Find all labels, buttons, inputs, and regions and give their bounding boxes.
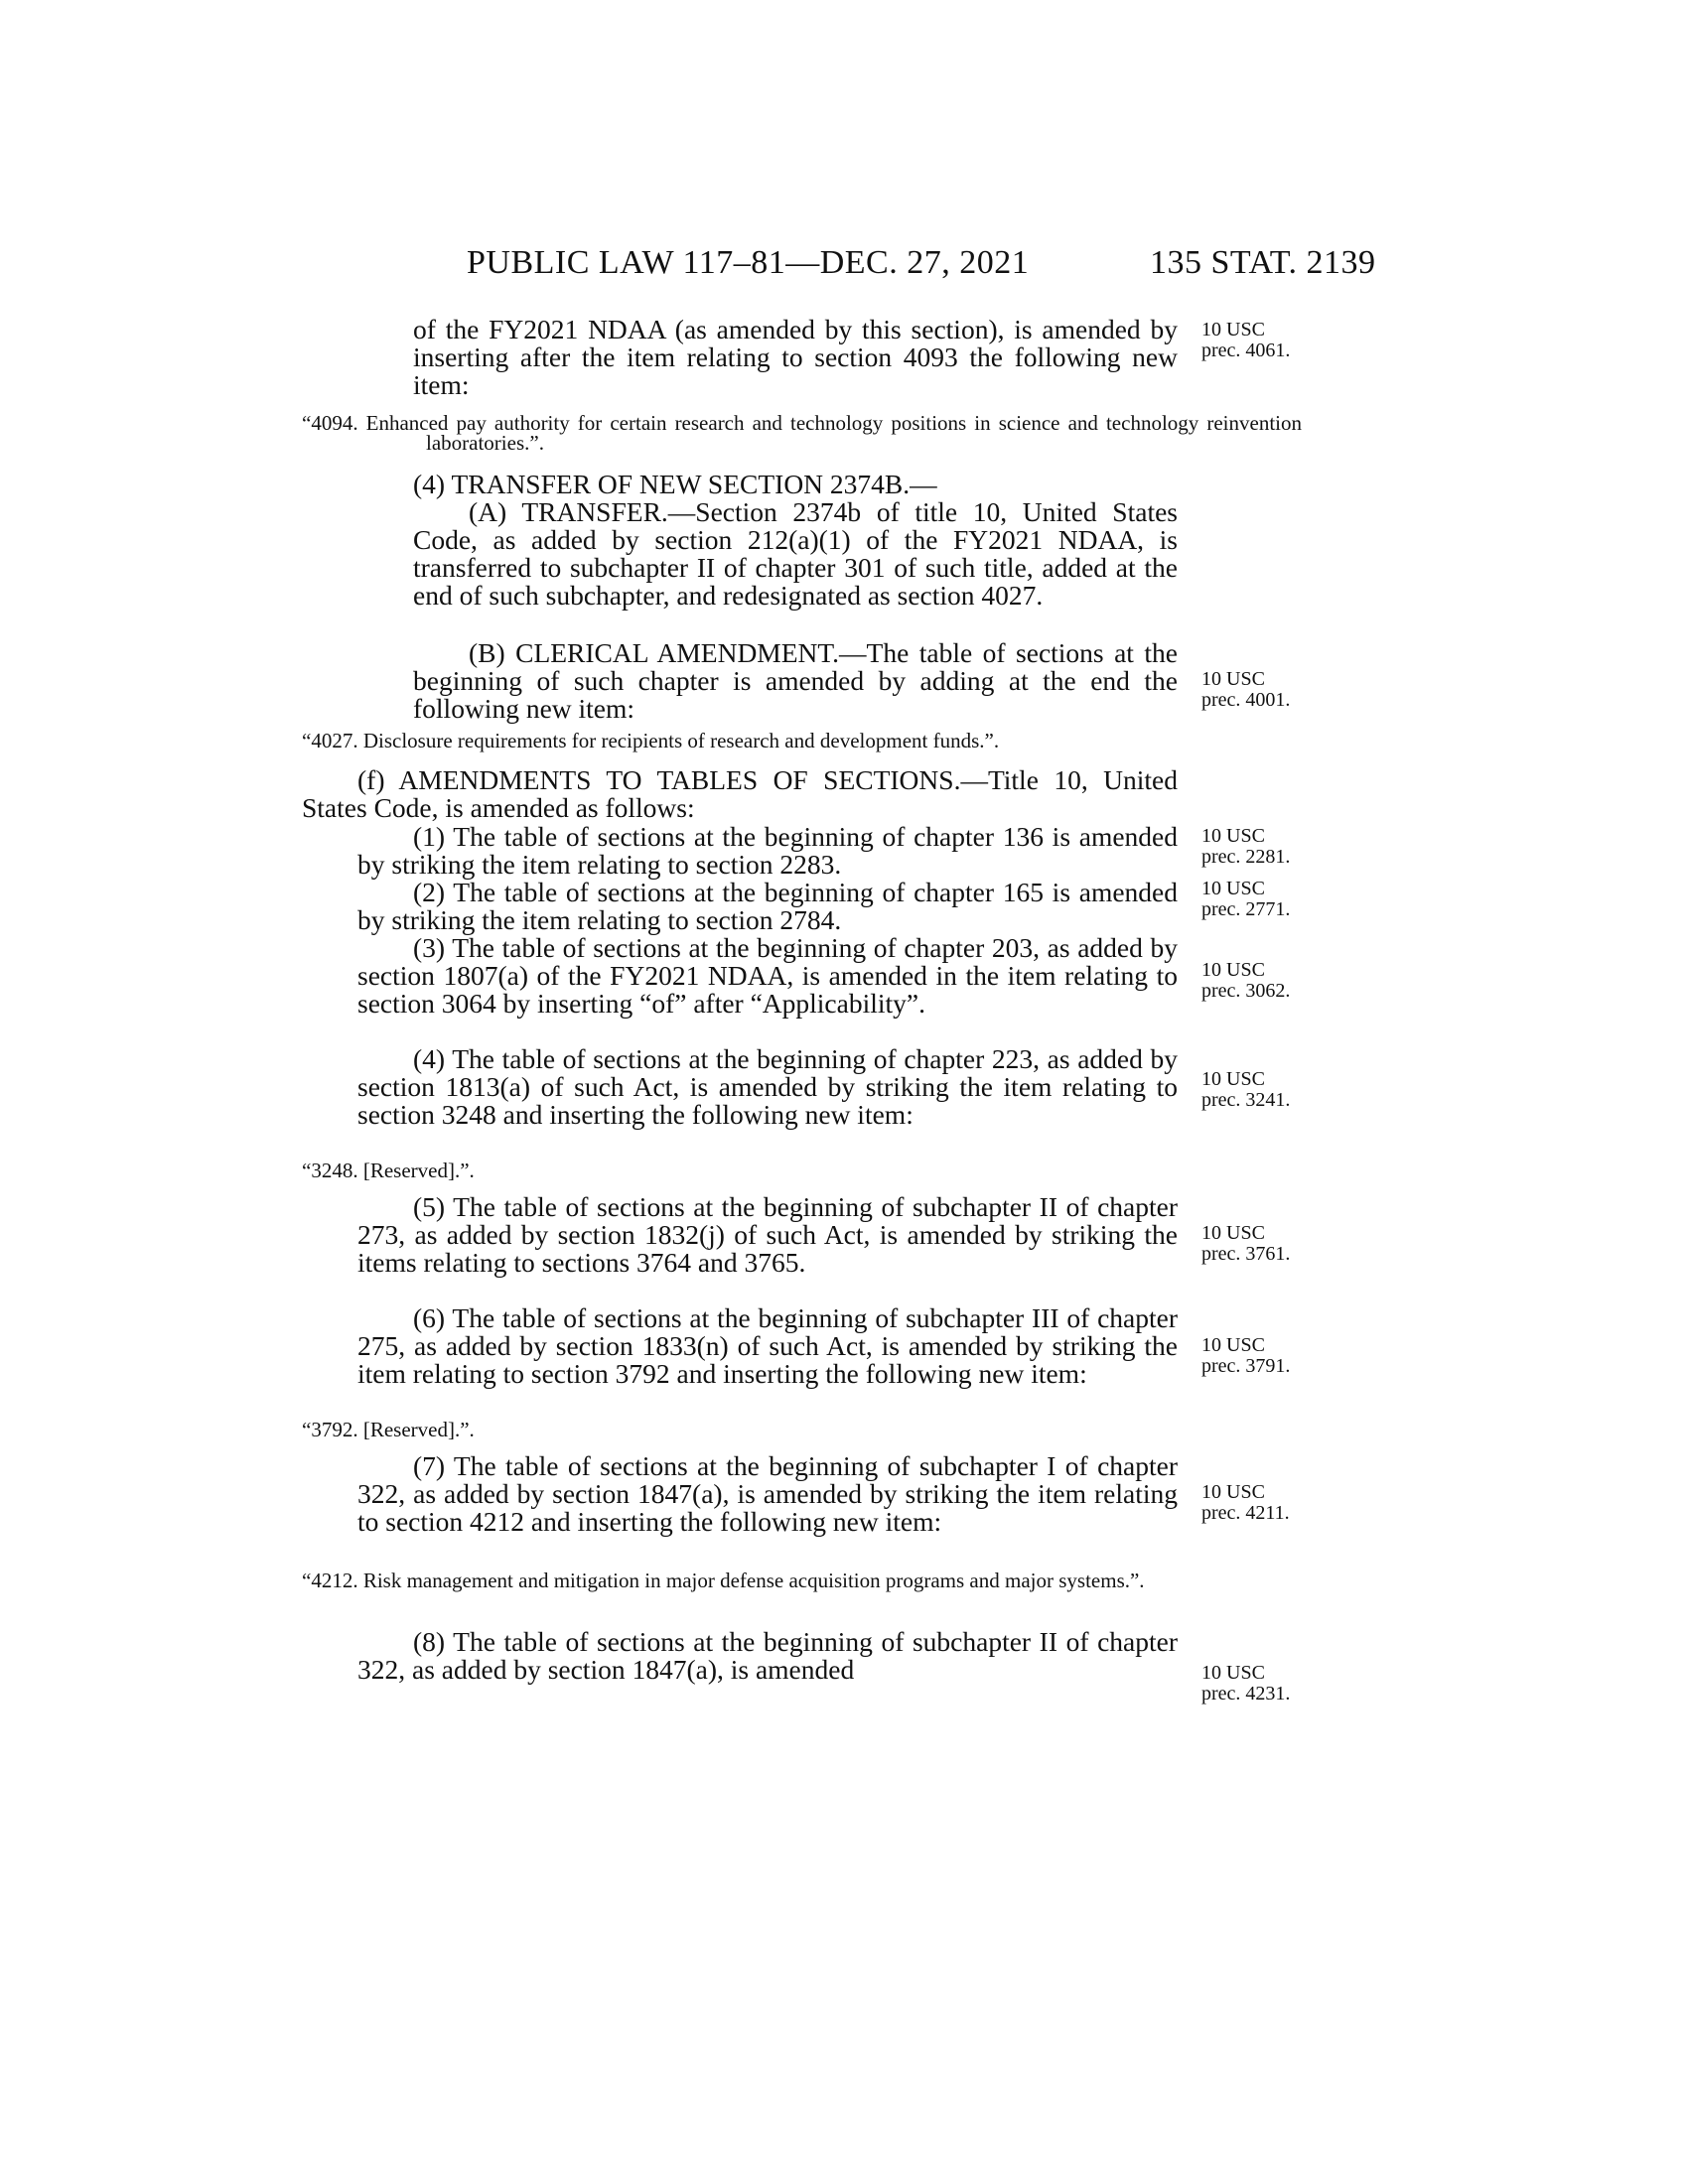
paragraph-2: (2) The table of sections at the beginning of chapter 165 is amended by striking the item relating to section 2784. bbox=[357, 877, 1178, 935]
table-item-3248: “3248. [Reserved].”. bbox=[302, 1159, 475, 1182]
table-item-3792: “3792. [Reserved].”. bbox=[302, 1418, 475, 1441]
running-header-title: PUBLIC LAW 117–81—DEC. 27, 2021 bbox=[467, 244, 1030, 281]
margin-note: 10 USC prec. 3062. bbox=[1201, 959, 1291, 1002]
paragraph-7: (7) The table of sections at the beginning of subchapter I of chapter 322, as added by section 1847(a), is amended by striking the item relating to section 4212 and inserting the following new item: bbox=[357, 1450, 1178, 1537]
page-number: 135 STAT. 2139 bbox=[1150, 244, 1376, 281]
margin-note: 10 USC prec. 4001. bbox=[1201, 668, 1291, 711]
table-item-4027: “4027. Disclosure requirements for recipients of research and development funds.”. bbox=[302, 729, 1000, 752]
table-item-4212: “4212. Risk management and mitigation in major defense acquisition programs and major systems.”. bbox=[302, 1569, 1145, 1592]
paragraph-8: (8) The table of sections at the beginning of subchapter II of chapter 322, as added by section 1847(a), is amended bbox=[357, 1626, 1178, 1685]
margin-note: 10 USC prec. 3791. bbox=[1201, 1334, 1291, 1377]
paragraph-5: (5) The table of sections at the beginning of subchapter II of chapter 273, as added by section 1832(j) of such Act, is amended by striking the items relating to sections 3764 and 3765. bbox=[357, 1191, 1178, 1278]
table-item-4094: “4094. Enhanced pay authority for certain research and technology positions in science and technology reinvention laboratories.”. bbox=[302, 411, 1302, 455]
margin-note: 10 USC prec. 4231. bbox=[1201, 1662, 1291, 1705]
paragraph-4: (4) The table of sections at the beginning of chapter 223, as added by section 1813(a) of such Act, is amended by striking the item relating to section 3248 and inserting the following new item: bbox=[357, 1043, 1178, 1130]
margin-note: 10 USC prec. 4211. bbox=[1201, 1481, 1290, 1524]
paragraph-3: (3) The table of sections at the beginning of chapter 203, as added by section 1807(a) of the FY2021 NDAA, is amended in the item relating to section 3064 by inserting “of” after “Applicability”. bbox=[357, 932, 1178, 1019]
paragraph-A-transfer: (A) TRANSFER.—Section 2374b of title 10, United States Code, as added by section 212(a)(1) of the FY2021 NDAA, is transferred to subchapter II of chapter 301 of such title, added at the end of such subchapter, and redesignated as section 4027. bbox=[413, 496, 1178, 611]
paragraph-6: (6) The table of sections at the beginning of subchapter III of chapter 275, as added by section 1833(n) of such Act, is amended by striking the item relating to section 3792 and inserting the following new item: bbox=[357, 1302, 1178, 1389]
margin-note: 10 USC prec. 3241. bbox=[1201, 1068, 1291, 1111]
margin-note: 10 USC prec. 2281. bbox=[1201, 825, 1291, 868]
paragraph-continuation: of the FY2021 NDAA (as amended by this section), is amended by inserting after the item relating to section 4093 the following new item: bbox=[413, 314, 1178, 400]
paragraph-f-amendments: (f) AMENDMENTS TO TABLES OF SECTIONS.—Title 10, United States Code, is amended as follows: bbox=[302, 764, 1178, 823]
paragraph-1: (1) The table of sections at the beginning of chapter 136 is amended by striking the item relating to section 2283. bbox=[357, 821, 1178, 880]
margin-note: 10 USC prec. 4061. bbox=[1201, 319, 1291, 361]
margin-note: 10 USC prec. 3761. bbox=[1201, 1222, 1291, 1265]
margin-note: 10 USC prec. 2771. bbox=[1201, 878, 1291, 920]
paragraph-B-clerical: (B) CLERICAL AMENDMENT.—The table of sections at the beginning of such chapter is amended by adding at the end the following new item: bbox=[413, 637, 1178, 724]
paragraph-4-heading: (4) TRANSFER OF NEW SECTION 2374B.— bbox=[413, 469, 937, 499]
